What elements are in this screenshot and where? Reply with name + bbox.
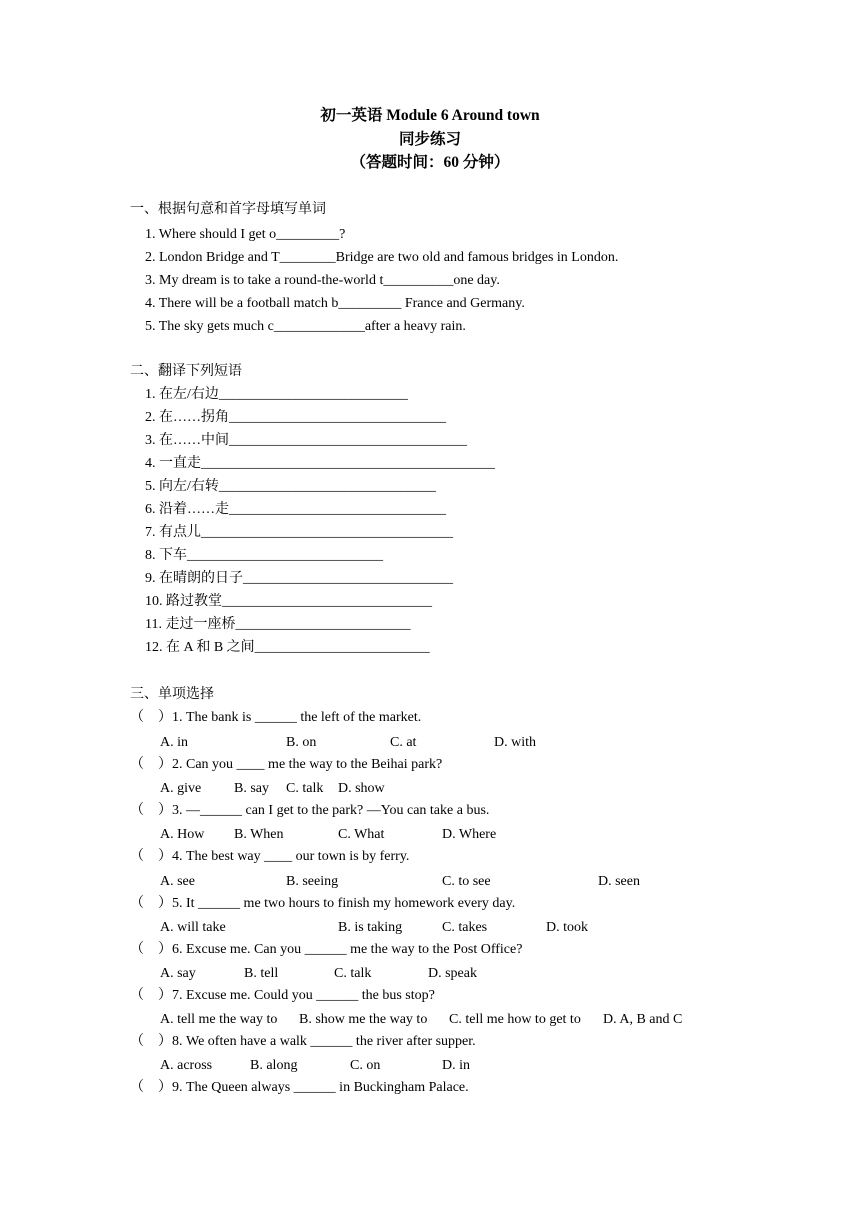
q6-option-c: C. talk (334, 966, 372, 981)
fill-item-1: 1. Where should I get o_________? (145, 227, 346, 242)
q8-option-c: C. on (350, 1058, 381, 1073)
question-9-stem: （ ）9. The Queen always ______ in Buckingham Palace. (130, 1080, 469, 1095)
phrase-item-1: 1. 在左/右边___________________________ (145, 387, 408, 402)
time-note: （答题时间：60 分钟） (350, 154, 510, 171)
fill-item-4: 4. There will be a football match b_________ France and Germany. (145, 296, 525, 311)
phrase-item-10: 10. 路过教堂______________________________ (145, 594, 432, 609)
fill-item-3: 3. My dream is to take a round-the-world t__________one day. (145, 273, 500, 288)
question-3-stem: （ ）3. —______ can I get to the park? —You can take a bus. (130, 803, 490, 818)
q4-option-a: A. see (160, 874, 195, 889)
phrase-item-6: 6. 沿着……走_______________________________ (145, 502, 446, 517)
q6-option-b: B. tell (244, 966, 279, 981)
question-1-stem: （ ）1. The bank is ______ the left of the market. (130, 710, 422, 725)
question-4-stem: （ ）4. The best way ____ our town is by ferry. (130, 849, 410, 864)
q3-option-a: A. How (160, 827, 205, 842)
fill-item-5: 5. The sky gets much c_____________after a heavy rain. (145, 319, 466, 334)
q2-option-b: B. say (234, 781, 269, 796)
phrase-item-3: 3. 在……中间__________________________________ (145, 433, 467, 448)
page-title: 初一英语 Module 6 Around town (320, 107, 540, 124)
phrase-item-9: 9. 在晴朗的日子______________________________ (145, 571, 453, 586)
q8-option-a: A. across (160, 1058, 213, 1073)
phrase-item-7: 7. 有点儿____________________________________ (145, 525, 453, 540)
q8-option-d: D. in (442, 1058, 470, 1073)
q8-option-b: B. along (250, 1058, 298, 1073)
q5-option-d: D. took (546, 920, 588, 935)
q3-option-d: D. Where (442, 827, 497, 842)
q2-option-d: D. show (338, 781, 385, 796)
question-8-stem: （ ）8. We often have a walk ______ the river after supper. (130, 1034, 476, 1049)
question-6-stem: （ ）6. Excuse me. Can you ______ me the way to the Post Office? (130, 942, 523, 957)
phrase-item-12: 12. 在 A 和 B 之间_________________________ (145, 640, 430, 655)
q5-option-c: C. takes (442, 920, 488, 935)
q4-option-d: D. seen (598, 874, 640, 889)
q4-option-c: C. to see (442, 874, 491, 889)
fill-item-2: 2. London Bridge and T________Bridge are two old and famous bridges in London. (145, 250, 619, 265)
q5-option-a: A. will take (160, 920, 226, 935)
phrase-item-8: 8. 下车____________________________ (145, 548, 383, 563)
q3-option-b: B. When (234, 827, 284, 842)
q3-option-c: C. What (338, 827, 385, 842)
q6-option-a: A. say (160, 966, 196, 981)
q7-option-c: C. tell me how to get to (449, 1012, 581, 1027)
phrase-item-4: 4. 一直走__________________________________________ (145, 456, 495, 471)
phrase-item-11: 11. 走过一座桥_________________________ (145, 617, 411, 632)
q1-option-b: B. on (286, 735, 317, 750)
q2-option-a: A. give (160, 781, 202, 796)
q1-option-c: C. at (390, 735, 417, 750)
q7-option-d: D. A, B and C (603, 1012, 683, 1027)
question-7-stem: （ ）7. Excuse me. Could you ______ the bus stop? (130, 988, 435, 1003)
question-5-stem: （ ）5. It ______ me two hours to finish my homework every day. (130, 896, 516, 911)
q1-option-a: A. in (160, 735, 188, 750)
q7-option-a: A. tell me the way to (160, 1012, 278, 1027)
section-heading-1: 一、根据句意和首字母填写单词 (130, 202, 326, 217)
phrase-item-2: 2. 在……拐角_______________________________ (145, 410, 446, 425)
q4-option-b: B. seeing (286, 874, 339, 889)
section-heading-3: 三、单项选择 (130, 687, 214, 702)
section-heading-2: 二、翻译下列短语 (130, 364, 242, 379)
q1-option-d: D. with (494, 735, 536, 750)
q5-option-b: B. is taking (338, 920, 403, 935)
q7-option-b: B. show me the way to (299, 1012, 428, 1027)
question-2-stem: （ ）2. Can you ____ me the way to the Beihai park? (130, 757, 443, 772)
page-subtitle: 同步练习 (398, 131, 461, 148)
q2-option-c: C. talk (286, 781, 324, 796)
phrase-item-5: 5. 向左/右转_______________________________ (145, 479, 436, 494)
q6-option-d: D. speak (428, 966, 477, 981)
